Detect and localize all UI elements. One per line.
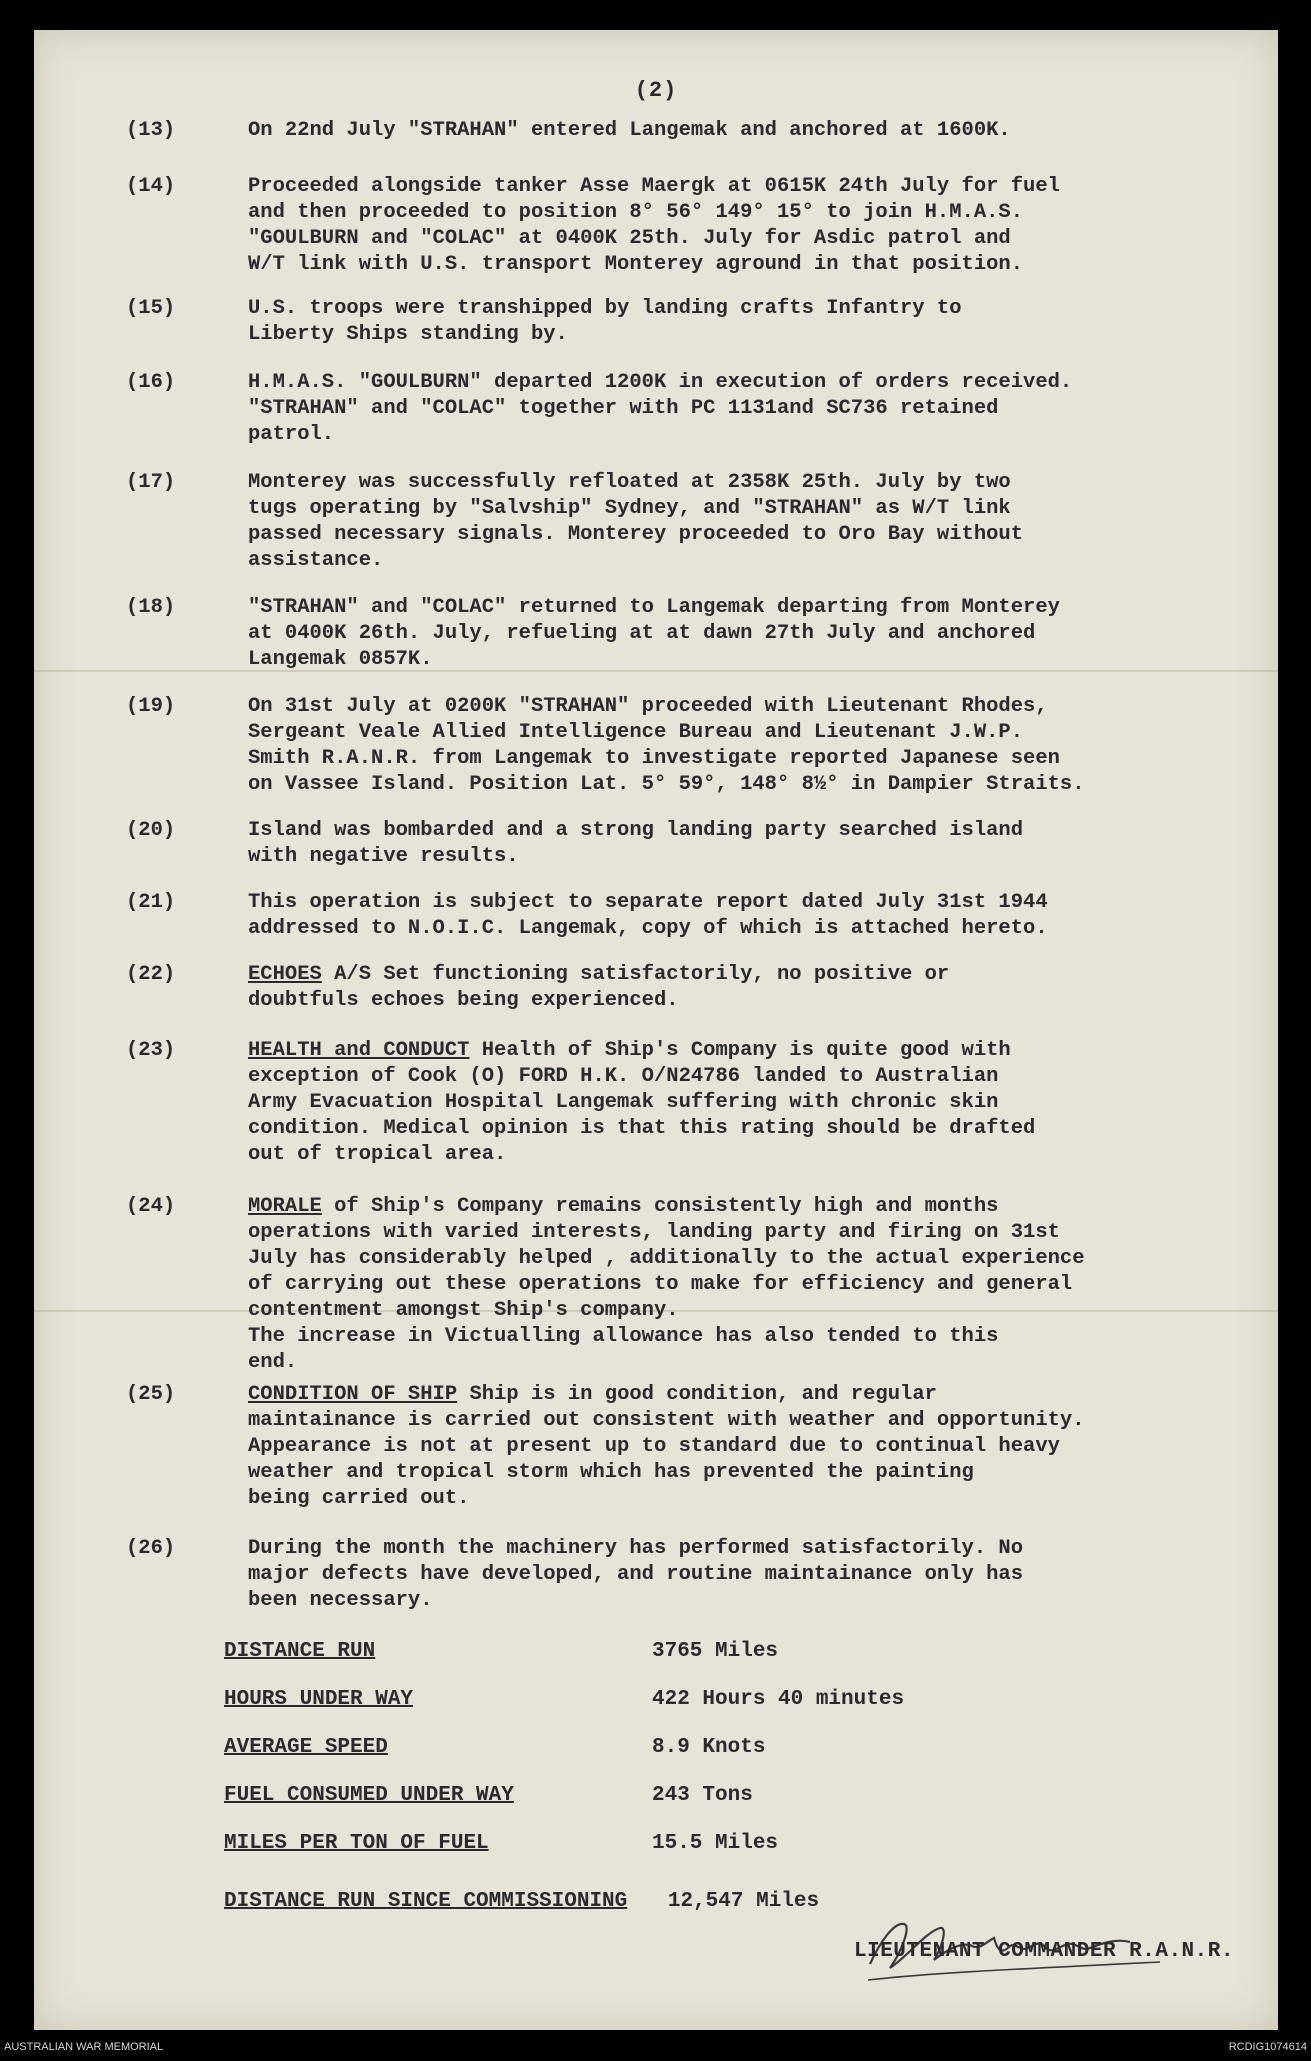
stat-value: 3765 Miles [652, 1640, 779, 1663]
stat-fuel-consumed [224, 1784, 753, 1807]
paragraph-text: Island was bombarded and a strong landing party searched island with negative results. [248, 819, 1024, 868]
stat-label: AVERAGE SPEED [224, 1736, 388, 1759]
stat-label: HOURS UNDER WAY [224, 1688, 414, 1711]
signatory-title: LIEUTENANT COMMANDER R.A.N.R. [854, 1940, 1234, 1963]
paragraph-24 [126, 1194, 1256, 1376]
paragraph-number: (15) [126, 297, 176, 320]
footer-record-id: RCDIG1074614 [1228, 2041, 1307, 2053]
paragraph-26 [126, 1536, 1256, 1614]
paragraph-text [248, 1038, 1256, 1168]
paragraph-text [248, 1194, 1256, 1376]
paragraph-13 [126, 118, 1256, 144]
paragraph-body: A/S Set functioning satisfactorily, no positive or doubtfuls echoes being experienced. [248, 963, 950, 1012]
stat-label: MILES PER TON OF FUEL [224, 1832, 489, 1855]
stat-hours-under-way [224, 1688, 905, 1711]
paragraph-22 [126, 962, 1256, 1014]
paragraph-number: (26) [126, 1537, 176, 1560]
stat-label: FUEL CONSUMED UNDER WAY [224, 1784, 514, 1807]
stat-value: 12,547 Miles [667, 1890, 820, 1913]
paragraph-number: (20) [126, 819, 176, 842]
footer-archive-name: AUSTRALIAN WAR MEMORIAL [4, 2041, 164, 2053]
stat-distance-since-commissioning [224, 1890, 819, 1913]
stat-value: 8.9 Knots [652, 1736, 766, 1759]
paragraph-14 [126, 174, 1256, 278]
section-heading: MORALE [248, 1195, 322, 1218]
paragraph-number: (16) [126, 371, 176, 394]
paragraph-number: (19) [126, 695, 176, 718]
paragraph-23 [126, 1038, 1256, 1168]
paragraph-text [248, 962, 1256, 1014]
section-heading: CONDITION OF SHIP [248, 1383, 458, 1406]
paragraph-number: (22) [126, 963, 176, 986]
paragraph-20 [126, 818, 1256, 870]
stat-value: 15.5 Miles [652, 1832, 779, 1855]
paragraph-number: (17) [126, 471, 176, 494]
paragraph-text: During the month the machinery has performed satisfactorily. No major defects have developed, and routine maintainance only has been necessary. [248, 1537, 1024, 1612]
paragraph-number: (14) [126, 175, 176, 198]
paragraph-15 [126, 296, 1256, 348]
paragraph-19 [126, 694, 1256, 798]
stat-value: 243 Tons [652, 1784, 753, 1807]
stat-average-speed [224, 1736, 766, 1759]
paragraph-number: (18) [126, 596, 176, 619]
paragraph-number: (21) [126, 891, 176, 914]
stat-label: DISTANCE RUN SINCE COMMISSIONING [224, 1890, 628, 1913]
paragraph-text: H.M.A.S. "GOULBURN" departed 1200K in execution of orders received. "STRAHAN" and "COLAC" together with PC 1131and SC736 retained patrol. [248, 371, 1073, 446]
paragraph-text: Proceeded alongside tanker Asse Maergk at 0615K 24th July for fuel and then proceeded to position 8° 56° 149° 15° to join H.M.A.S. "GOULBURN and "COLAC" at 0400K 25th. July for Asdic patrol and W/T link with U.S. transport Monterey aground in that position. [248, 175, 1060, 276]
stat-value: 422 Hours 40 minutes [652, 1688, 905, 1711]
paragraph-text: U.S. troops were transhipped by landing crafts Infantry to Liberty Ships standing by. [248, 297, 962, 346]
section-heading: ECHOES [248, 963, 322, 986]
paragraph-text: On 22nd July "STRAHAN" entered Langemak and anchored at 1600K. [248, 119, 1011, 142]
paragraph-body: of Ship's Company remains consistently high and months operations with varied interests, landing party and firing on 31st July has considerably helped , additionally to the actual experience of carrying out these operations to make for efficiency and general contentment amongst Ship's company. The increase in Victualling allowance has also tended to this end. [248, 1195, 1085, 1374]
paragraph-text: This operation is subject to separate report dated July 31st 1944 addressed to N.O.I.C. Langemak, copy of which is attached hereto. [248, 891, 1048, 940]
paragraph-16 [126, 370, 1256, 448]
paragraph-body: Health of Ship's Company is quite good with exception of Cook (O) FORD H.K. O/N24786 landed to Australian Army Evacuation Hospital Langemak suffering with chronic skin condition. Medical opinion is that this rating should be drafted out of tropical area. [248, 1039, 1036, 1166]
document-page [34, 30, 1278, 2030]
stat-distance-run [224, 1640, 779, 1663]
paragraph-text: On 31st July at 0200K "STRAHAN" proceeded with Lieutenant Rhodes, Sergeant Veale Allied Intelligence Bureau and Lieutenant J.W.P. Smith R.A.N.R. from Langemak to investigate reported Japanese seen on Vassee Island. Position Lat. 5° 59°, 148° 8½° in Dampier Straits. [248, 695, 1085, 796]
paragraph-text: Monterey was successfully refloated at 2358K 25th. July by two tugs operating by "Salvship" Sydney, and "STRAHAN" as W/T link passed necessary signals. Monterey proceeded to Oro Bay without assistance. [248, 471, 1024, 572]
paragraph-21 [126, 890, 1256, 942]
section-heading: HEALTH and CONDUCT [248, 1039, 470, 1062]
paragraph-text: "STRAHAN" and "COLAC" returned to Langemak departing from Monterey at 0400K 26th. July, refueling at at dawn 27th July and anchored Langemak 0857K. [248, 596, 1060, 671]
paragraph-number: (24) [126, 1195, 176, 1218]
paragraph-text [248, 1382, 1256, 1512]
stat-label: DISTANCE RUN [224, 1640, 376, 1663]
paragraph-number: (25) [126, 1383, 176, 1406]
page-number: (2) [634, 78, 678, 103]
paragraph-17 [126, 470, 1256, 574]
stat-miles-per-ton [224, 1832, 779, 1855]
paragraph-25 [126, 1382, 1256, 1512]
paragraph-number: (23) [126, 1039, 176, 1062]
paragraph-18 [126, 595, 1256, 673]
paragraph-body: Ship is in good condition, and regular maintainance is carried out consistent with weather and opportunity. Appearance is not at present up to standard due to continual heavy weather and tropical storm which has prevented the painting being carried out. [248, 1383, 1085, 1510]
paragraph-number: (13) [126, 119, 176, 142]
